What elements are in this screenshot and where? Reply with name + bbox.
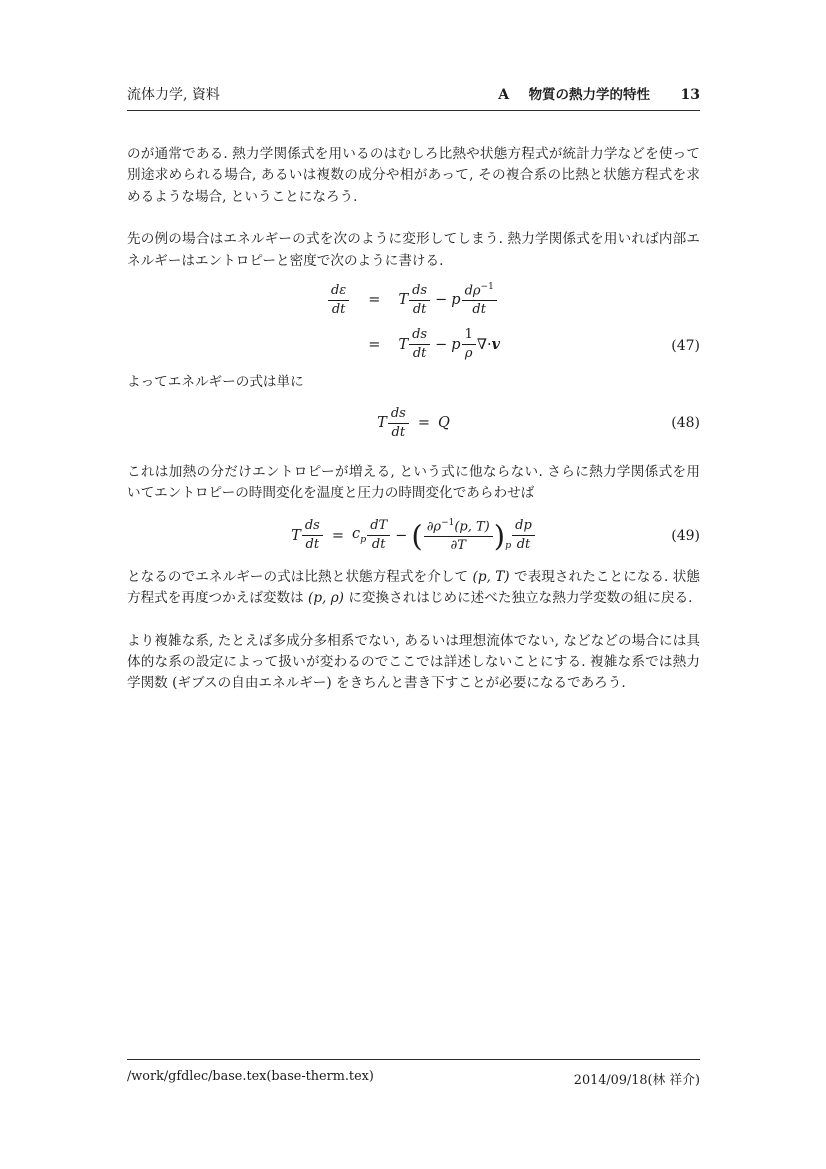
math-denominator: dt — [331, 301, 346, 317]
right-paren-group — [493, 518, 512, 553]
equation-47 — [127, 282, 700, 362]
page-header — [127, 87, 700, 104]
equation-number-47: (47) — [671, 338, 700, 355]
math-numerator: ds — [409, 283, 430, 301]
paragraph-4-text: となるのでエネルギーの式は比熱と状態方程式を介して — [127, 568, 473, 585]
eq47-line2-rhs — [398, 327, 500, 362]
math-var-rho: dρ — [464, 283, 481, 299]
left-paren-big: ( — [411, 518, 423, 553]
math-var-p: p — [451, 292, 461, 309]
paragraph-4-text: に変換されはじめに述べた独立な熱力学変数の組に戻る. — [344, 590, 693, 607]
fraction-1-rho — [462, 327, 476, 362]
math-numerator: ds — [302, 518, 323, 536]
fraction-ds-dt — [302, 518, 323, 553]
equation-49 — [127, 515, 700, 557]
header-section-title: 物質の熱力学的特性 — [528, 87, 651, 103]
math-args-pT: (p, T) — [454, 518, 490, 534]
math-denominator: dt — [305, 537, 320, 553]
math-var-T: T — [398, 336, 409, 353]
math-denominator: dt — [412, 346, 427, 362]
math-denominator: dt — [472, 302, 486, 318]
math-denominator: dt — [391, 424, 406, 440]
equation-number-49: (49) — [671, 527, 700, 544]
inline-math-pT: (p, T) — [472, 568, 510, 585]
text-column — [127, 87, 700, 695]
eq48-body — [377, 406, 450, 441]
math-denominator: dt — [412, 301, 427, 317]
paragraph-4-text: で表現されたことになる. 状態方程式を再度つかえば変数は — [127, 568, 700, 607]
math-numerator: dε — [328, 283, 349, 301]
minus-sign: − — [435, 336, 448, 353]
header-rule — [127, 110, 700, 111]
minus-sign: − — [435, 292, 448, 309]
eq47-line1-lhs — [327, 283, 350, 318]
math-denominator: ρ — [464, 346, 473, 362]
header-section — [498, 87, 700, 104]
fraction-de-dt — [328, 283, 349, 318]
eq49-body — [291, 518, 536, 554]
math-exponent: −1 — [441, 517, 455, 528]
fraction-dT-dt — [367, 518, 390, 553]
math-partial-rho: ∂ρ — [426, 518, 442, 534]
right-paren-big: ) — [493, 518, 506, 553]
math-denominator: dt — [516, 537, 531, 553]
math-numerator — [424, 518, 493, 537]
inline-math-prho: (p, ρ) — [308, 590, 344, 607]
equals-sign: = — [331, 527, 344, 544]
header-section-label: A — [498, 87, 510, 103]
equals-sign: = — [368, 336, 381, 353]
math-var-c: c — [351, 526, 361, 543]
minus-sign: − — [395, 527, 408, 544]
nabla-dot-operator: ∇· — [476, 336, 492, 353]
math-numerator: ds — [409, 327, 430, 345]
math-var-p: p — [451, 336, 461, 353]
math-var-v-bold: v — [491, 336, 501, 354]
math-numerator — [462, 282, 497, 301]
equation-47-align — [327, 282, 500, 362]
math-numerator: 1 — [462, 327, 476, 345]
math-denominator: ∂T — [450, 537, 466, 553]
math-var-T: T — [377, 415, 387, 432]
paragraph-2: 先の例の場合はエネルギーの式を次のように変形してしまう. 熱力学関係式を用いれば内部エネルギーはエントロピーと密度で次のように書ける. — [127, 231, 700, 269]
footer-date-author: 2014/09/18(林 祥介) — [573, 1073, 700, 1088]
math-var-cp — [352, 526, 366, 545]
math-var-T: T — [291, 527, 301, 544]
equals-sign: = — [368, 292, 381, 309]
header-page-number: 13 — [680, 87, 700, 103]
equation-number-48: (48) — [671, 415, 700, 432]
math-numerator: dp — [512, 518, 535, 536]
paragraph-lead-eq48: よってエネルギーの式は単に — [127, 374, 304, 391]
equation-48 — [127, 406, 700, 441]
math-subscript-p: p — [360, 534, 367, 546]
fraction-ds-dt — [409, 327, 430, 362]
footer-source-path: /work/gfdlec/base.tex(base-therm.tex) — [127, 1069, 374, 1084]
fraction-drho-dt — [462, 282, 497, 318]
math-exponent: −1 — [480, 282, 494, 293]
paragraph-4 — [127, 567, 700, 610]
paragraph-3: これは加熱の分だけエントロピーが増える, という式に他ならない. さらに熱力学関係式を用いてエントロピーの時間変化を温度と圧力の時間変化であらわせば — [127, 463, 700, 502]
fraction-dp-dt — [512, 518, 535, 553]
paragraph-1: のが通常である. 熱力学関係式を用いるのはむしろ比熱や状態方程式が統計力学などを使って別途求められる場合, あるいは複数の成分や相があって, その複合系の比熱と状態方程式を求めるような場合, ということになろう. — [127, 146, 700, 205]
math-numerator: ds — [388, 406, 409, 424]
fraction-partial-rho-partial-T — [424, 518, 493, 554]
math-var-Q: Q — [437, 415, 450, 432]
fraction-ds-dt — [409, 283, 430, 318]
footer-rule — [127, 1059, 700, 1060]
eq47-line1-rhs — [398, 282, 497, 318]
footer-row — [127, 1069, 700, 1088]
fraction-ds-dt — [388, 406, 409, 441]
header-left-title: 流体力学, 資料 — [127, 87, 220, 103]
equals-sign: = — [417, 415, 430, 432]
math-var-T: T — [398, 292, 409, 309]
math-denominator: dt — [371, 537, 386, 553]
paragraph-5: より複雑な系, たとえば多成分多相系でない, あるいは理想流体でない, などなどの場合には具体的な系の設定によって扱いが変わるのでここでは詳述しないことにする. 複雑な系では熱力学関数 (ギブスの自由エネルギー) をきちんと書き下すことが必要になるであろう. — [127, 632, 700, 692]
math-subscript-p: p — [505, 539, 512, 551]
math-numerator: dT — [367, 518, 390, 536]
page-footer — [127, 1059, 700, 1088]
